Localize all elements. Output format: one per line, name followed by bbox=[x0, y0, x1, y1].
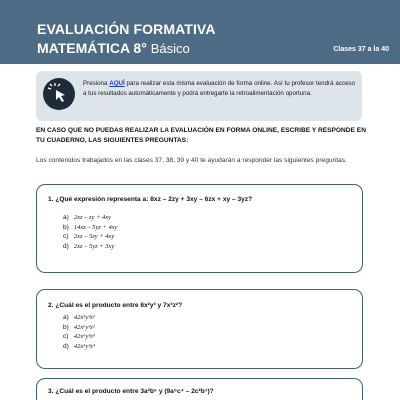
question-box-2 bbox=[36, 289, 363, 369]
notice-text-after: para realizar esta misma evaluación de forma online. Así tu profesor tendrá acceso a tus resultados automáticamente y podrá entregarte la retroalimentación oportuna. bbox=[83, 80, 355, 97]
option-a[interactable]: a) 2xz – zy + 4xy bbox=[63, 214, 112, 221]
intro-paragraph: Los contenidos trabajados en las clases 37, 38, 39 y 40 te ayudarán a responder las siguientes preguntas. bbox=[36, 157, 347, 164]
notice-text-before: Presiona bbox=[83, 80, 108, 87]
options-list bbox=[63, 313, 95, 352]
page-header bbox=[0, 0, 400, 64]
cursor-click-icon bbox=[43, 78, 75, 110]
online-notice-box bbox=[36, 71, 362, 121]
grade-label: Básico bbox=[150, 41, 190, 56]
classes-range-label: Clases 37 a la 40 bbox=[333, 46, 389, 53]
question-text: 1. ¿Qué expresión representa a: 8xz – 2zy + 3xy – 6zx + xy – 3yz? bbox=[48, 196, 253, 203]
instructions-heading: EN CASO QUE NO PUEDAS REALIZAR LA EVALUACIÓN EN FORMA ONLINE, ESCRIBE Y RESPONDE EN TU CUADERNO, LAS SIGUIENTES PREGUNTAS: bbox=[36, 127, 366, 144]
options-list bbox=[63, 213, 118, 252]
notice-text bbox=[83, 79, 355, 99]
option-d[interactable]: d) 42x⁵y³z³ bbox=[63, 343, 95, 351]
option-d[interactable]: d) 2xz – 5yz + 3xy bbox=[63, 243, 115, 251]
question-text: 2. ¿Cuál es el producto entre 6x²y³ y 7x³z²? bbox=[48, 302, 183, 309]
option-b[interactable]: b) 42x⁶y³z² bbox=[63, 323, 95, 331]
document-title: EVALUACIÓN FORMATIVA bbox=[37, 21, 216, 37]
online-evaluation-link[interactable]: AQUÍ bbox=[109, 80, 125, 87]
option-a[interactable]: a) 42x⁵y³z² bbox=[63, 314, 95, 321]
document-subtitle bbox=[37, 40, 190, 56]
question-box-1 bbox=[36, 184, 363, 273]
question-box-3 bbox=[36, 378, 363, 400]
option-c[interactable]: c) 2xz – 5zy + 4xy bbox=[63, 233, 115, 241]
subject-label: MATEMÁTICA 8° bbox=[37, 40, 147, 56]
option-b[interactable]: b) 14xz – 5yz + 4xy bbox=[63, 223, 118, 231]
option-c[interactable]: c) 42x⁶y³z³ bbox=[63, 333, 95, 341]
question-text: 3. ¿Cuál es el producto entre 3a²b⁵ y (9a⁵c⁴ – 2c²b⁷)? bbox=[48, 388, 214, 395]
